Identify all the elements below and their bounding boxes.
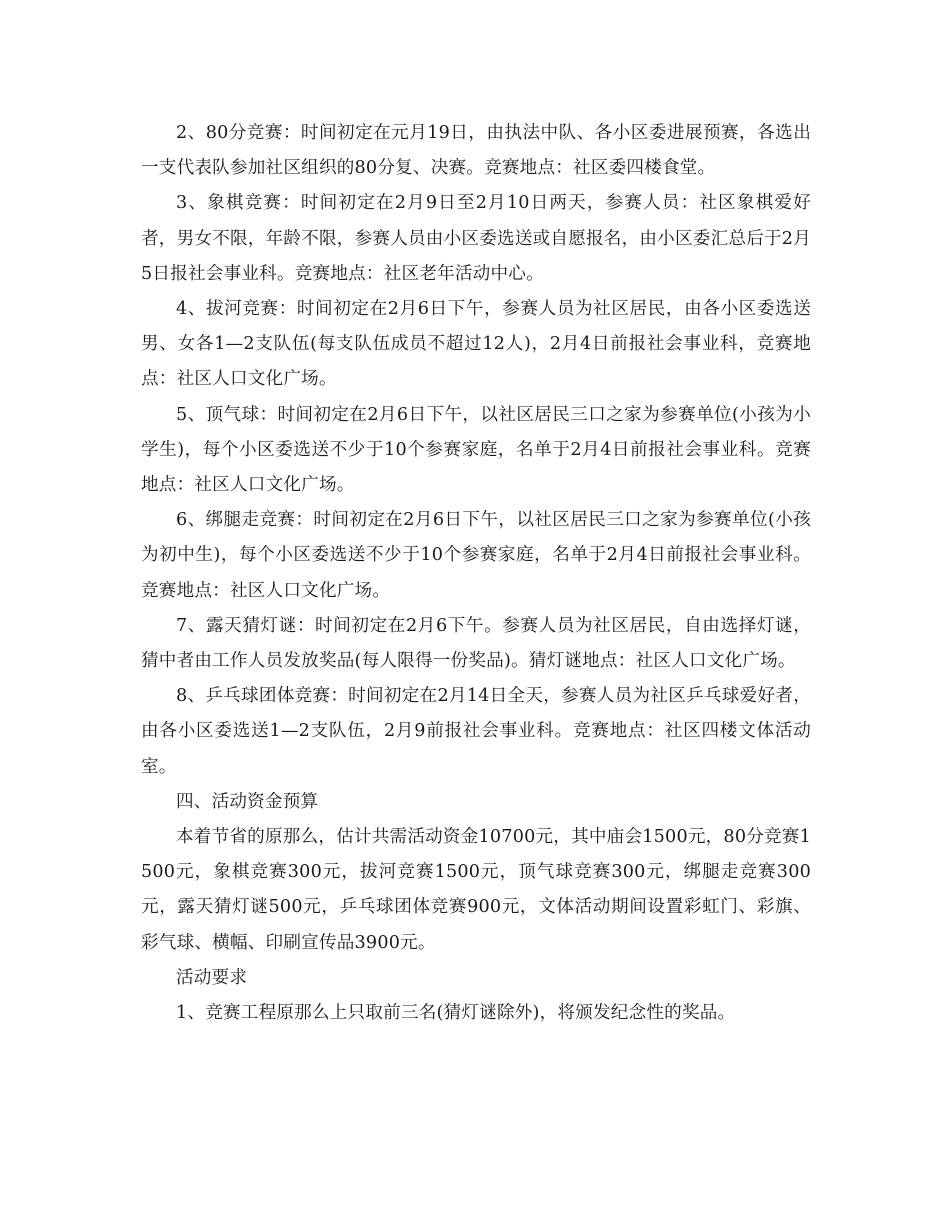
paragraph-table-tennis: 8、乒乓球团体竞赛：时间初定在2月14日全天，参赛人员为社区乒乓球爱好者，由各小区委选送1—2支队伍，2月9前报社会事业科。竞赛地点：社区四楼文体活动室。 — [141, 686, 811, 777]
paragraph-80-points-contest: 2、80分竞赛：时间初定在元月19日，由执法中队、各小区委进展预赛，各选出一支代表队参加社区组织的80分复、决赛。竞赛地点：社区委四楼食堂。 — [141, 123, 811, 179]
paragraph-budget-details: 本着节省的原那么，估计共需活动资金10700元，其中庙会1500元，80分竞赛1500元，象棋竞赛300元，拔河竞赛1500元，顶气球竞赛300元，绑腿走竞赛300元，露天猜灯谜500元，乒乓球团体竞赛900元，文体活动期间设置彩虹门、彩旗、彩气球、横幅、印刷宣传品3900元。 — [141, 827, 811, 953]
paragraph-three-legged-race: 6、绑腿走竞赛：时间初定在2月6日下午，以社区居民三口之家为参赛单位(小孩为初中生)，每个小区委选送不少于10个参赛家庭，名单于2月4日前报社会事业科。竞赛地点：社区人口文化广场。 — [141, 510, 811, 601]
paragraph-requirement-1: 1、竞赛工程原那么上只取前三名(猜灯谜除外)，将颁发纪念性的奖品。 — [176, 1003, 736, 1024]
paragraph-lantern-riddles: 7、露天猜灯谜：时间初定在2月6下午。参赛人员为社区居民，自由选择灯谜，猜中者由工作人员发放奖品(每人限得一份奖品)。猜灯谜地点：社区人口文化广场。 — [141, 615, 811, 672]
document-body — [141, 116, 811, 1031]
paragraph-tug-of-war: 4、拔河竞赛：时间初定在2月6日下午，参赛人员为社区居民，由各小区委选送男、女各1—2支队伍(每支队伍成员不超过12人)，2月4日前报社会事业科，竞赛地点：社区人口文化广场。 — [141, 299, 811, 390]
section-heading-requirements: 活动要求 — [176, 967, 248, 988]
paragraph-chess-contest: 3、象棋竞赛：时间初定在2月9日至2月10日两天，参赛人员：社区象棋爱好者，男女不限，年龄不限，参赛人员由小区委选送或自愿报名，由小区委汇总后于2月5日报社会事业科。竞赛地点：社区老年活动中心。 — [141, 193, 811, 284]
paragraph-balloon-contest: 5、顶气球：时间初定在2月6日下午，以社区居民三口之家为参赛单位(小孩为小学生)，每个小区委选送不少于10个参赛家庭，名单于2月4日前报社会事业科。竞赛地点：社区人口文化广场。 — [141, 404, 811, 496]
section-heading-budget: 四、活动资金预算 — [176, 791, 319, 812]
